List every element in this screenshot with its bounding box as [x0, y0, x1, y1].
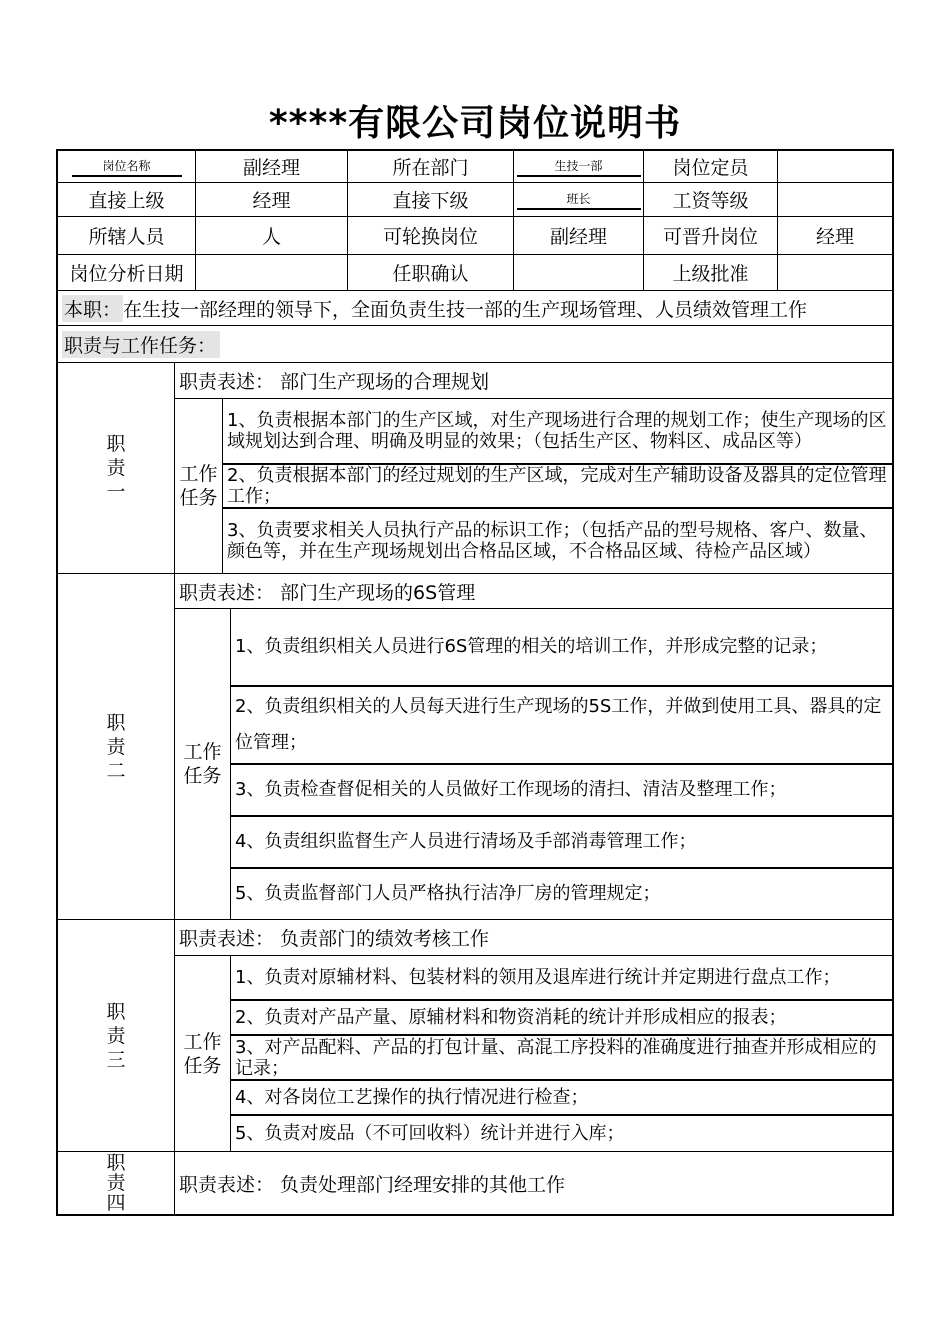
cell-analysis-date-label: 岗位分析日期: [58, 255, 196, 291]
cell-managed-staff-label: 所辖人员: [58, 217, 196, 255]
cell-headcount-label: 岗位定员: [644, 151, 778, 183]
cell-confirmation-value: [514, 255, 644, 291]
duty-1-label: 职责一: [58, 363, 175, 574]
cell-approval-label: 上级批准: [644, 255, 778, 291]
cell-headcount-value: [778, 151, 892, 183]
duty-1-task-2: 2、负责根据本部门的经过规划的生产区域，完成对生产辅助设备及器具的定位管理工作；: [223, 465, 892, 509]
cell-salary-grade-value: [778, 183, 892, 217]
duty-3-task-2: 2、负责对产品产量、原辅材料和物资消耗的统计并形成相应的报表；: [231, 1001, 892, 1036]
cell-department-label: 所在部门: [348, 151, 514, 183]
duty-2-task-4: 4、负责组织监督生产人员进行清场及手部消毒管理工作；: [231, 817, 892, 869]
duty-2-task-3: 3、负责检查督促相关的人员做好工作现场的清扫、清洁及整理工作；: [231, 765, 892, 817]
duty-2-task-5: 5、负责监督部门人员严格执行洁净厂房的管理规定；: [231, 869, 892, 920]
core-duty-row: [58, 291, 892, 326]
duty-2-task-2: 2、负责组织相关的人员每天进行生产现场的5S工作，并做到使用工具、器具的定位管理；: [231, 687, 892, 765]
core-duty-label: 本职：: [62, 295, 123, 322]
cell-salary-grade-label: 工资等级: [644, 183, 778, 217]
cell-promotion-value: 经理: [778, 217, 892, 255]
cell-position-name-value: 副经理: [196, 151, 348, 183]
cell-subordinate-value: 班长: [514, 183, 644, 217]
duty-3-task-1: 1、负责对原辅材料、包装材料的领用及退库进行统计并定期进行盘点工作；: [231, 956, 892, 1001]
cell-approval-value: [778, 255, 892, 291]
duty-3-task-5: 5、负责对废品（不可回收料）统计并进行入库；: [231, 1116, 892, 1152]
cell-confirmation-label: 任职确认: [348, 255, 514, 291]
duty-2-task-label: 工作任务: [175, 609, 231, 920]
cell-superior-label: 直接上级: [58, 183, 196, 217]
duty-3-task-3: 3、对产品配料、产品的打包计量、高混工序投料的准确度进行抽查并形成相应的记录；: [231, 1036, 892, 1081]
duty-3-label: 职责三: [58, 920, 175, 1152]
duty-2-label: 职责二: [58, 574, 175, 920]
cell-rotation-value: 副经理: [514, 217, 644, 255]
cell-position-name-label: 岗位名称: [58, 151, 196, 183]
duty-1-task-label: 工作任务: [175, 399, 223, 574]
duty-2-statement: 职责表述： 部门生产现场的6S管理: [175, 574, 892, 609]
duties-header-row: [58, 326, 892, 363]
cell-department-value: 生技一部: [514, 151, 644, 183]
duty-1-statement: 职责表述： 部门生产现场的合理规划: [175, 363, 892, 399]
core-duty-text: 在生技一部经理的领导下，全面负责生技一部的生产现场管理、人员绩效管理工作: [123, 298, 808, 321]
duty-3-task-4: 4、对各岗位工艺操作的执行情况进行检查；: [231, 1081, 892, 1116]
duties-header: 职责与工作任务：: [62, 331, 220, 358]
cell-superior-value: 经理: [196, 183, 348, 217]
duty-1-task-3: 3、负责要求相关人员执行产品的标识工作；（包括产品的型号规格、客户、数量、颜色等，并在生产现场规划出合格品区域，不合格品区域、待检产品区域）: [223, 509, 892, 574]
cell-rotation-label: 可轮换岗位: [348, 217, 514, 255]
duty-1-task-1: 1、负责根据本部门的生产区域，对生产现场进行合理的规划工作；使生产现场的区域规划达到合理、明确及明显的效果；（包括生产区、物料区、成品区等）: [223, 399, 892, 465]
cell-managed-staff-value: 人: [196, 217, 348, 255]
page-title: ****有限公司岗位说明书: [268, 103, 682, 144]
cell-analysis-date-value: [196, 255, 348, 291]
duty-4-statement: 职责表述： 负责处理部门经理安排的其他工作: [179, 1173, 566, 1196]
duty-2-task-1: 1、负责组织相关人员进行6S管理的相关的培训工作，并形成完整的记录；: [231, 609, 892, 687]
cell-promotion-label: 可晋升岗位: [644, 217, 778, 255]
job-description-table: [56, 149, 894, 1216]
duty-3-statement: 职责表述： 负责部门的绩效考核工作: [175, 920, 892, 956]
duty-3-task-label: 工作任务: [175, 956, 231, 1152]
cell-subordinate-label: 直接下级: [348, 183, 514, 217]
duty-4-label: 职责四: [58, 1152, 175, 1214]
